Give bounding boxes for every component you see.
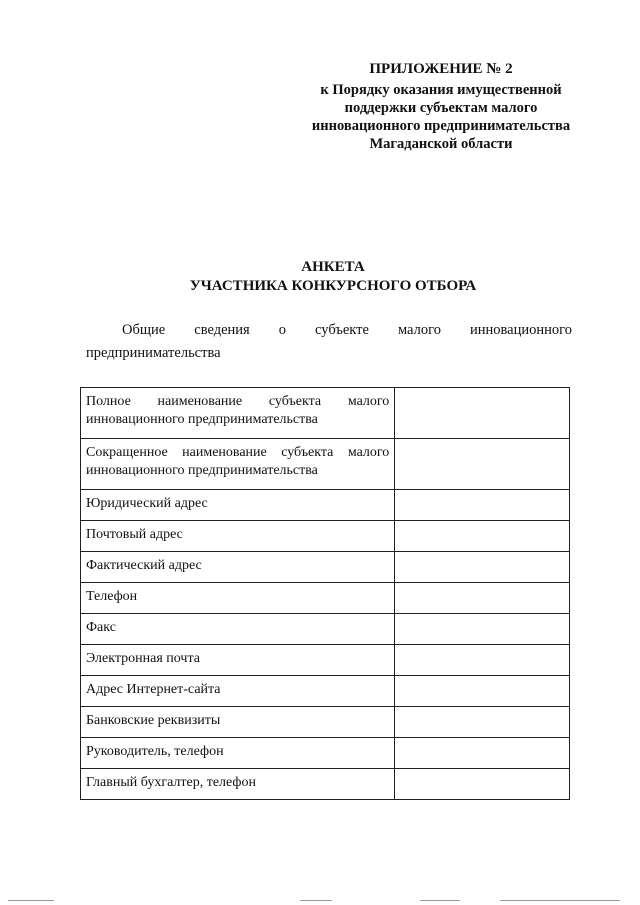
- questionnaire-table: [80, 387, 570, 800]
- row-value-field[interactable]: [395, 521, 570, 552]
- row-label: Банковские реквизиты: [81, 707, 395, 738]
- annex-header: [296, 60, 586, 153]
- row-value-field[interactable]: [395, 439, 570, 490]
- annex-line: поддержки субъектам малого: [344, 100, 538, 116]
- scan-mark: [420, 900, 460, 901]
- intro-paragraph: [86, 320, 572, 364]
- row-value-field[interactable]: [395, 583, 570, 614]
- row-value-field[interactable]: [395, 738, 570, 769]
- row-label: Почтовый адрес: [81, 521, 395, 552]
- scan-edge-marks: [0, 898, 640, 904]
- annex-line: инновационного предпринимательства: [311, 118, 571, 134]
- table-row: [81, 738, 570, 769]
- table-row: [81, 645, 570, 676]
- intro-line2: предпринимательства: [86, 345, 221, 361]
- row-label: Сокращенное наименование субъекта малого инновационного предпринимательства: [81, 439, 395, 490]
- row-value-field[interactable]: [395, 614, 570, 645]
- row-value-field[interactable]: [395, 645, 570, 676]
- annex-line: к Порядку оказания имущественной: [320, 82, 562, 98]
- row-value-field[interactable]: [395, 707, 570, 738]
- row-label: Телефон: [81, 583, 395, 614]
- row-label: Руководитель, телефон: [81, 738, 395, 769]
- row-value-field[interactable]: [395, 490, 570, 521]
- table-row: [81, 614, 570, 645]
- form-title: [0, 258, 640, 296]
- scan-mark: [500, 900, 620, 901]
- row-label: Главный бухгалтер, телефон: [81, 769, 395, 800]
- table-row: [81, 521, 570, 552]
- annex-title: ПРИЛОЖЕНИЕ № 2: [369, 61, 513, 77]
- row-label: Адрес Интернет-сайта: [81, 676, 395, 707]
- scan-mark: [8, 900, 54, 901]
- annex-line: Магаданской области: [369, 136, 513, 152]
- row-label: Электронная почта: [81, 645, 395, 676]
- intro-line1: Общие сведения о субъекте малого инновационного: [122, 322, 572, 338]
- row-label: Полное наименование субъекта малого инновационного предпринимательства: [81, 388, 395, 439]
- table-row: [81, 583, 570, 614]
- form-title-line2: УЧАСТНИКА КОНКУРСНОГО ОТБОРА: [189, 278, 477, 294]
- scan-mark: [300, 900, 332, 901]
- table-row: [81, 769, 570, 800]
- table-row: [81, 490, 570, 521]
- table-row: [81, 439, 570, 490]
- row-value-field[interactable]: [395, 552, 570, 583]
- row-value-field[interactable]: [395, 388, 570, 439]
- row-label: Юридический адрес: [81, 490, 395, 521]
- row-value-field[interactable]: [395, 769, 570, 800]
- table-row: [81, 388, 570, 439]
- row-label: Фактический адрес: [81, 552, 395, 583]
- form-title-line1: АНКЕТА: [301, 259, 365, 275]
- table-row: [81, 676, 570, 707]
- table-row: [81, 552, 570, 583]
- row-value-field[interactable]: [395, 676, 570, 707]
- row-label: Факс: [81, 614, 395, 645]
- table-row: [81, 707, 570, 738]
